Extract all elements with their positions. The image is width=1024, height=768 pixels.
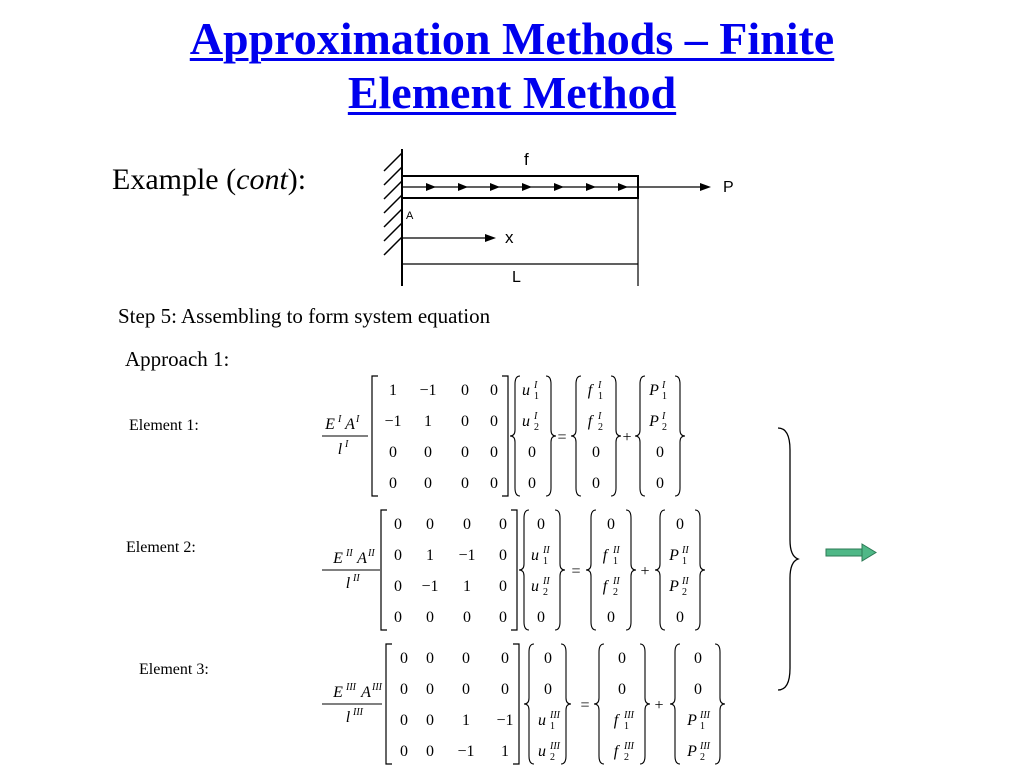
- matrix-cell: −1: [384, 413, 402, 430]
- p-vector-entry-sub: 2: [700, 752, 705, 763]
- result-arrow: [826, 544, 876, 561]
- matrix-right-bracket: [502, 376, 508, 496]
- f-vector-entry: 0: [607, 609, 615, 626]
- matrix-cell: 0: [426, 712, 434, 729]
- equals-sign: =: [580, 697, 590, 714]
- u-vector-entry: [522, 380, 539, 402]
- f-vector-entry-sup: II: [613, 545, 620, 556]
- matrix-cell: 0: [461, 475, 469, 492]
- matrix-cell: 0: [400, 650, 408, 667]
- f-vector-entry-sub: 1: [613, 556, 618, 567]
- matrix-cell: 0: [426, 516, 434, 533]
- p-vector-entry-base: P: [649, 382, 659, 399]
- f-vector-entry-sub: 2: [613, 587, 618, 598]
- coef-l-sup: III: [353, 707, 363, 718]
- coef-l-sup: I: [345, 439, 349, 450]
- u-vector-entry: 0: [537, 609, 545, 626]
- matrix-cell: −1: [458, 547, 476, 564]
- element-2-equation: [322, 516, 689, 626]
- matrix-cell: 0: [463, 516, 471, 533]
- coef-e: E: [333, 684, 343, 701]
- u-vector-right-brace: [561, 644, 571, 764]
- coef-a-sup: III: [372, 682, 382, 693]
- coef-l: l: [345, 575, 351, 592]
- u-vector-entry-sub: 1: [543, 556, 548, 567]
- coef-a: A: [357, 550, 367, 567]
- u-vector-entry: [538, 741, 561, 763]
- matrix-cell: 0: [389, 444, 397, 461]
- matrix-cell: 0: [389, 475, 397, 492]
- matrix-cell: 0: [501, 650, 509, 667]
- f-vector-entry-sup: II: [613, 576, 620, 587]
- f-vector-entry: [614, 710, 635, 732]
- coef-a-sup: I: [356, 414, 360, 425]
- coef-l: l: [345, 709, 351, 726]
- p-vector-entry-sub: 1: [700, 721, 705, 732]
- coefficient-numerator: [324, 414, 360, 433]
- matrix-cell: 0: [499, 609, 507, 626]
- coef-l: l: [337, 441, 343, 458]
- p-vector-right-brace: [675, 376, 685, 496]
- matrix-cell: 0: [490, 475, 498, 492]
- u-vector-entry: 0: [537, 516, 545, 533]
- matrix-left-bracket: [381, 510, 387, 630]
- matrix-cell: 0: [426, 650, 434, 667]
- matrix-cell: 0: [499, 578, 507, 595]
- approach-text: Approach 1:: [125, 347, 230, 371]
- f-vector-entry: 0: [592, 475, 600, 492]
- matrix-right-bracket: [511, 510, 517, 630]
- f-vector-entry-base: f: [587, 382, 593, 399]
- f-vector-entry-base: f: [602, 547, 608, 564]
- matrix-cell: 1: [501, 743, 509, 760]
- coef-e: E: [333, 550, 343, 567]
- f-vector-entry-sup: I: [598, 411, 602, 422]
- matrix-cell: 0: [490, 444, 498, 461]
- matrix-cell: 0: [400, 681, 408, 698]
- f-vector-entry: 0: [618, 650, 626, 667]
- p-vector-right-brace: [715, 644, 725, 764]
- p-vector-entry-base: P: [669, 578, 679, 595]
- matrix-left-bracket: [372, 376, 378, 496]
- p-vector-entry: 0: [656, 444, 664, 461]
- f-vector-right-brace: [640, 644, 650, 764]
- point-load-label: P: [723, 179, 734, 196]
- f-vector-entry: [603, 545, 621, 567]
- p-vector-entry-base: P: [687, 743, 697, 760]
- matrix-cell: 0: [426, 681, 434, 698]
- f-vector-left-brace: [571, 376, 581, 496]
- f-vector-left-brace: [594, 644, 604, 764]
- coef-e-sup: I: [338, 414, 342, 425]
- f-vector-entry-sub: 1: [598, 391, 603, 402]
- x-axis-label: x: [505, 228, 514, 247]
- equals-sign: =: [571, 563, 581, 580]
- matrix-cell: 0: [499, 547, 507, 564]
- p-vector-left-brace: [655, 510, 665, 630]
- f-vector-entry-base: f: [613, 743, 619, 760]
- u-vector-entry: [538, 710, 561, 732]
- u-vector-entry-base: u: [538, 743, 546, 760]
- p-vector-entry-sub: 1: [662, 391, 667, 402]
- p-vector-entry-sup: I: [662, 380, 666, 391]
- u-vector-left-brace: [519, 510, 529, 630]
- p-vector-entry-sup: I: [662, 411, 666, 422]
- coef-e-sup: III: [346, 682, 356, 693]
- p-vector-entry: 0: [694, 650, 702, 667]
- u-vector-entry: 0: [544, 681, 552, 698]
- matrix-cell: 0: [461, 413, 469, 430]
- p-vector-entry: [668, 545, 689, 567]
- u-vector-entry-sub: 1: [550, 721, 555, 732]
- coef-e: E: [325, 416, 335, 433]
- matrix-cell: 0: [462, 650, 470, 667]
- matrix-cell: 0: [461, 382, 469, 399]
- u-vector-entry-sup: III: [550, 710, 560, 721]
- matrix-left-bracket: [386, 644, 392, 764]
- u-vector-entry: 0: [544, 650, 552, 667]
- matrix-cell: 0: [490, 382, 498, 399]
- coef-e-sup: II: [346, 548, 353, 559]
- matrix-cell: 1: [426, 547, 434, 564]
- element-2-label: Element 2:: [126, 539, 196, 556]
- matrix-cell: −1: [419, 382, 437, 399]
- p-vector-entry-sup: III: [700, 710, 710, 721]
- matrix-cell: 0: [394, 547, 402, 564]
- matrix-cell: 1: [424, 413, 432, 430]
- p-vector-entry: [686, 741, 711, 763]
- coef-a: A: [361, 684, 371, 701]
- f-vector-entry: [603, 576, 621, 598]
- element-3-equation: [322, 650, 711, 763]
- u-vector-left-brace: [524, 644, 534, 764]
- u-vector-entry-sub: 2: [534, 422, 539, 433]
- matrix-cell: 0: [424, 444, 432, 461]
- f-vector-entry-sup: III: [624, 710, 634, 721]
- u-vector-entry: [531, 576, 550, 598]
- u-vector-entry-base: u: [522, 382, 530, 399]
- coef-l-sup: II: [353, 573, 360, 584]
- p-vector-entry: [648, 411, 667, 433]
- u-vector-entry-sup: II: [543, 576, 550, 587]
- matrix-cell: −1: [496, 712, 514, 729]
- p-vector-entry-sup: II: [682, 545, 689, 556]
- u-vector-entry: 0: [528, 475, 536, 492]
- p-vector-entry: [648, 380, 667, 402]
- matrix-cell: 0: [499, 516, 507, 533]
- f-vector-entry: [614, 741, 635, 763]
- example-prefix: Example (: [112, 163, 237, 196]
- example-italic: cont: [236, 163, 288, 196]
- matrix-cell: −1: [421, 578, 439, 595]
- element-1-label: Element 1:: [129, 417, 199, 434]
- p-vector-entry-sub: 2: [682, 587, 687, 598]
- u-vector-entry-base: u: [538, 712, 546, 729]
- matrix-cell: 0: [426, 609, 434, 626]
- p-vector-entry: [668, 576, 689, 598]
- matrix-cell: 0: [463, 609, 471, 626]
- p-vector-entry-sup: II: [682, 576, 689, 587]
- p-vector-entry: 0: [694, 681, 702, 698]
- f-vector-entry-base: f: [587, 413, 593, 430]
- u-vector-entry-sub: 2: [543, 587, 548, 598]
- p-vector-entry: 0: [676, 516, 684, 533]
- u-vector-right-brace: [546, 376, 556, 496]
- coefficient-numerator: [332, 548, 375, 567]
- u-vector-left-brace: [510, 376, 520, 496]
- coef-a: A: [345, 416, 355, 433]
- point-a-label: A: [406, 210, 414, 222]
- f-vector-entry: [588, 380, 603, 402]
- plus-sign: +: [654, 697, 664, 714]
- example-suffix: ):: [287, 163, 307, 196]
- u-vector-entry-sup: II: [543, 545, 550, 556]
- matrix-cell: 1: [389, 382, 397, 399]
- f-vector-entry-sub: 2: [624, 752, 629, 763]
- matrix-cell: 0: [461, 444, 469, 461]
- u-vector-entry-sup: I: [534, 380, 538, 391]
- p-vector-entry-sub: 1: [682, 556, 687, 567]
- f-vector-entry: 0: [592, 444, 600, 461]
- f-vector-right-brace: [626, 510, 636, 630]
- p-vector-entry: [686, 710, 711, 732]
- matrix-cell: 0: [426, 743, 434, 760]
- matrix-cell: 0: [424, 475, 432, 492]
- u-vector-entry-base: u: [531, 547, 539, 564]
- f-vector-right-brace: [611, 376, 621, 496]
- f-vector-entry: [588, 411, 603, 433]
- equals-sign: =: [557, 429, 567, 446]
- p-vector-entry-base: P: [687, 712, 697, 729]
- f-vector-entry-base: f: [602, 578, 608, 595]
- title-line-1: Approximation Methods – Finite: [189, 13, 835, 64]
- matrix-cell: 0: [400, 743, 408, 760]
- plus-sign: +: [640, 563, 650, 580]
- f-vector-entry: 0: [607, 516, 615, 533]
- f-vector-entry-sup: III: [624, 741, 634, 752]
- element-1-equation: [322, 380, 667, 492]
- u-vector-entry-base: u: [531, 578, 539, 595]
- u-vector-entry: [531, 545, 550, 567]
- p-vector-left-brace: [670, 644, 680, 764]
- u-vector-entry: 0: [528, 444, 536, 461]
- u-vector-entry-base: u: [522, 413, 530, 430]
- f-vector-entry-sub: 1: [624, 721, 629, 732]
- matrix-cell: 0: [394, 516, 402, 533]
- matrix-cell: 0: [462, 681, 470, 698]
- p-vector-entry: 0: [656, 475, 664, 492]
- u-vector-entry-sub: 1: [534, 391, 539, 402]
- f-vector-entry-base: f: [613, 712, 619, 729]
- matrix-cell: 0: [501, 681, 509, 698]
- coef-a-sup: II: [368, 548, 375, 559]
- element-3-label: Element 3:: [139, 661, 209, 678]
- p-vector-entry: 0: [676, 609, 684, 626]
- u-vector-entry: [522, 411, 539, 433]
- matrix-cell: 0: [394, 578, 402, 595]
- matrix-cell: 0: [490, 413, 498, 430]
- p-vector-left-brace: [635, 376, 645, 496]
- coefficient-numerator: [332, 682, 383, 701]
- length-label: L: [512, 269, 521, 286]
- matrix-cell: 0: [400, 712, 408, 729]
- f-vector-left-brace: [586, 510, 596, 630]
- matrix-cell: 0: [394, 609, 402, 626]
- f-vector-entry-sup: I: [598, 380, 602, 391]
- matrix-cell: 1: [463, 578, 471, 595]
- matrix-cell: −1: [457, 743, 475, 760]
- p-vector-entry-sub: 2: [662, 422, 667, 433]
- p-vector-entry-sup: III: [700, 741, 710, 752]
- matrix-cell: 1: [462, 712, 470, 729]
- u-vector-entry-sup: III: [550, 741, 560, 752]
- f-vector-entry-sub: 2: [598, 422, 603, 433]
- title-line-2: Element Method: [347, 67, 677, 118]
- plus-sign: +: [622, 429, 632, 446]
- u-vector-entry-sub: 2: [550, 752, 555, 763]
- f-vector-entry: 0: [618, 681, 626, 698]
- u-vector-entry-sup: I: [534, 411, 538, 422]
- distributed-load-label: f: [524, 150, 529, 169]
- p-vector-entry-base: P: [649, 413, 659, 430]
- step-text: Step 5: Assembling to form system equation: [118, 304, 491, 328]
- p-vector-entry-base: P: [669, 547, 679, 564]
- u-vector-right-brace: [555, 510, 565, 630]
- grouping-brace: [778, 428, 798, 690]
- matrix-right-bracket: [513, 644, 519, 764]
- p-vector-right-brace: [695, 510, 705, 630]
